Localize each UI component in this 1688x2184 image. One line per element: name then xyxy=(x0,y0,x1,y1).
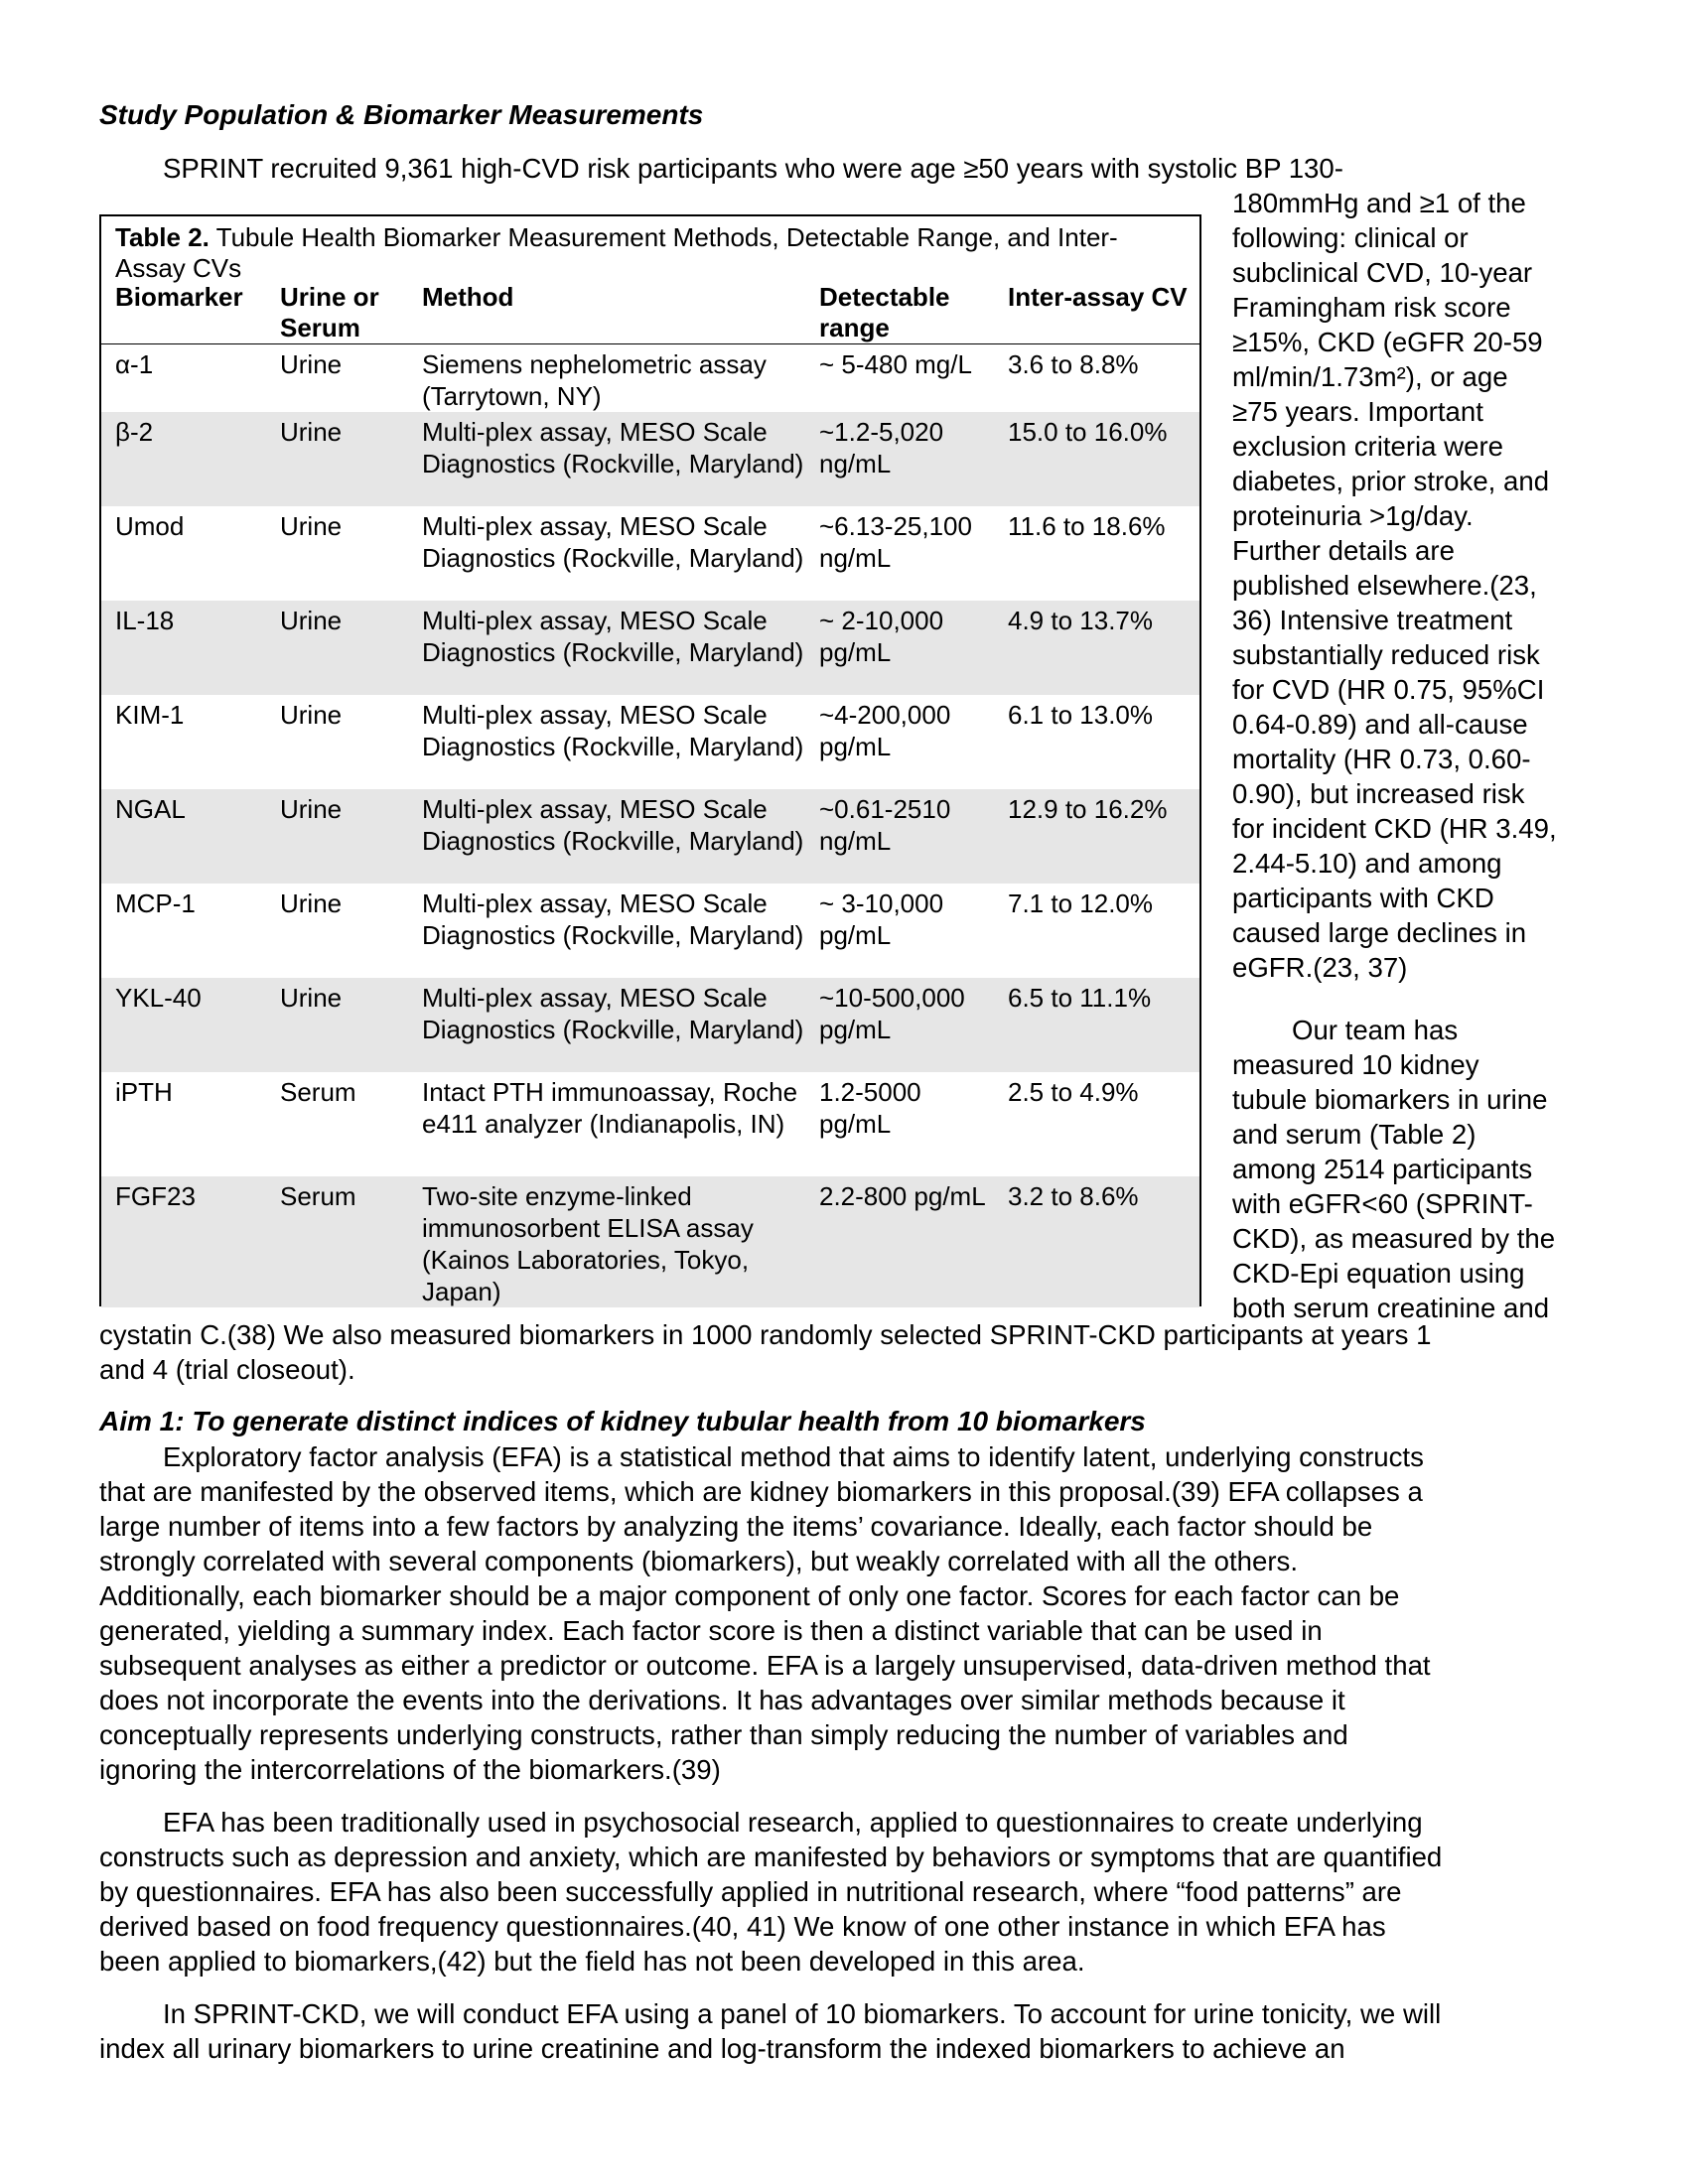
biomarker-table xyxy=(101,282,1199,1307)
text-line: by questionnaires. EFA has also been successfully applied in nutritional research, where “food patterns” are xyxy=(99,1876,1402,1907)
text-line: EFA has been traditionally used in psychosocial research, applied to questionnaires to create underlying xyxy=(163,1807,1423,1838)
text-line: diabetes, prior stroke, and xyxy=(1232,466,1550,496)
cell-cv: 3.2 to 8.6% xyxy=(994,1176,1199,1307)
text-line: eGFR.(23, 37) xyxy=(1232,952,1408,983)
aim1-paragraph-3 xyxy=(99,1996,1589,2066)
cell-method: Multi-plex assay, MESO Scale Diagnostics (Rockville, Maryland) xyxy=(422,700,804,761)
cell-method: Multi-plex assay, MESO Scale Diagnostics (Rockville, Maryland) xyxy=(422,511,804,573)
text-line: does not incorporate the events into the derivations. It has advantages over similar methods because it xyxy=(99,1685,1345,1715)
cell-cv: 15.0 to 16.0% xyxy=(994,412,1199,506)
header-inter-assay-cv: Inter-assay CV xyxy=(994,282,1199,344)
cell-sample-type: Serum xyxy=(266,1176,408,1307)
table-row xyxy=(101,506,1199,601)
text-line: among 2514 participants xyxy=(1232,1154,1533,1184)
text-line: index all urinary biomarkers to urine creatinine and log-transform the indexed biomarkers to achieve an xyxy=(99,2033,1345,2064)
intro-line: SPRINT recruited 9,361 high-CVD risk participants who were age ≥50 years with systolic BP 130- xyxy=(163,153,1343,184)
cell-range: ~ 3-10,000 pg/mL xyxy=(819,888,944,950)
cell-sample-type: Serum xyxy=(280,1077,356,1107)
cell-cv: 12.9 to 16.2% xyxy=(994,789,1199,884)
cell-range: ~6.13-25,100 ng/mL xyxy=(819,511,972,573)
cell-cv: 3.6 to 8.8% xyxy=(1008,349,1139,379)
cell-cv: 11.6 to 18.6% xyxy=(1008,511,1166,541)
cell-biomarker: Umod xyxy=(115,511,185,541)
text-line: 36) Intensive treatment xyxy=(1232,605,1513,635)
text-line: Framingham risk score xyxy=(1232,292,1511,323)
after-table-paragraph xyxy=(99,1317,1589,1387)
cell-method: Two-site enzyme-linked immunosorbent ELISA assay (Kainos Laboratories, Tokyo, Japan) xyxy=(408,1176,805,1307)
text-line: conceptually represents underlying constructs, rather than simply reducing the number of variables and xyxy=(99,1719,1348,1750)
table-header-row xyxy=(101,282,1199,344)
cell-range: ~4-200,000 pg/mL xyxy=(819,700,951,761)
text-line: exclusion criteria were xyxy=(1232,431,1503,462)
cell-method: Siemens nephelometric assay (Tarrytown, NY) xyxy=(422,349,767,411)
text-line: measured 10 kidney xyxy=(1232,1049,1479,1080)
header-method: Method xyxy=(408,282,805,344)
text-line: with eGFR<60 (SPRINT- xyxy=(1232,1188,1533,1219)
cell-biomarker: NGAL xyxy=(101,789,266,884)
text-line: large number of items into a few factors by analyzing the items’ covariance. Ideally, each factor should be xyxy=(99,1511,1373,1542)
cell-biomarker: FGF23 xyxy=(101,1176,266,1307)
cell-biomarker: MCP-1 xyxy=(115,888,196,918)
cell-sample-type: Urine xyxy=(280,888,343,918)
text-line: caused large declines in xyxy=(1232,917,1527,948)
cell-biomarker: α-1 xyxy=(115,349,154,379)
text-line: 0.64-0.89) and all-cause xyxy=(1232,709,1528,740)
text-line: following: clinical or xyxy=(1232,222,1469,253)
text-line: ml/min/1.73m²), or age xyxy=(1232,361,1508,392)
text-line: Exploratory factor analysis (EFA) is a statistical method that aims to identify latent, underlying constructs xyxy=(163,1441,1424,1472)
text-line: 0.90), but increased risk xyxy=(1232,778,1525,809)
cell-sample-type: Urine xyxy=(266,412,408,506)
cell-biomarker: IL-18 xyxy=(101,601,266,695)
text-line: ignoring the intercorrelations of the biomarkers.(39) xyxy=(99,1754,721,1785)
text-line: published elsewhere.(23, xyxy=(1232,570,1537,601)
cell-cv: 7.1 to 12.0% xyxy=(1008,888,1153,918)
text-line: 2.44-5.10) and among xyxy=(1232,848,1502,879)
cell-range: 2.2-800 pg/mL xyxy=(805,1176,994,1307)
text-line: derived based on food frequency questionnaires.(40, 41) We know of one other instance in which EFA has xyxy=(99,1911,1386,1942)
text-line: subclinical CVD, 10-year xyxy=(1232,257,1533,288)
text-line: cystatin C.(38) We also measured biomarkers in 1000 randomly selected SPRINT-CKD participants at years 1 xyxy=(99,1319,1432,1350)
cell-sample-type: Urine xyxy=(266,789,408,884)
cell-cv: 2.5 to 4.9% xyxy=(1008,1077,1139,1107)
table-row xyxy=(101,884,1199,978)
text-line: Our team has xyxy=(1292,1015,1459,1045)
text-line: ≥15%, CKD (eGFR 20-59 xyxy=(1232,327,1543,357)
cell-sample-type: Urine xyxy=(280,349,343,379)
text-line: and 4 (trial closeout). xyxy=(99,1354,355,1385)
table-caption xyxy=(115,222,1188,284)
table-row xyxy=(101,978,1199,1072)
text-line: subsequent analyses as either a predictor or outcome. EFA is a largely unsupervised, data-driven method that xyxy=(99,1650,1431,1681)
cell-cv: 4.9 to 13.7% xyxy=(994,601,1199,695)
aim1-heading: Aim 1: To generate distinct indices of kidney tubular health from 10 biomarkers xyxy=(99,1406,1146,1436)
table-2 xyxy=(99,214,1201,1306)
cell-biomarker: KIM-1 xyxy=(115,700,185,730)
table-row xyxy=(101,1072,1199,1176)
cell-range: ~ 5-480 mg/L xyxy=(819,349,972,379)
cell-biomarker: YKL-40 xyxy=(101,978,266,1072)
cell-cv: 6.1 to 13.0% xyxy=(1008,700,1153,730)
text-line: constructs such as depression and anxiety, which are manifested by behaviors or symptoms that are quantified xyxy=(99,1842,1443,1872)
side-paragraph-2 xyxy=(1232,1013,1600,1325)
cell-sample-type: Urine xyxy=(266,601,408,695)
cell-range: ~1.2-5,020 ng/mL xyxy=(805,412,994,506)
text-line: CKD-Epi equation using xyxy=(1232,1258,1525,1289)
text-line: been applied to biomarkers,(42) but the field has not been developed in this area. xyxy=(99,1946,1085,1977)
text-line: strongly correlated with several components (biomarkers), but weakly correlated with all the others. xyxy=(99,1546,1298,1576)
intro-paragraph xyxy=(99,151,1589,186)
cell-method: Multi-plex assay, MESO Scale Diagnostics (Rockville, Maryland) xyxy=(422,888,804,950)
table-row xyxy=(101,601,1199,695)
table-row xyxy=(101,412,1199,506)
text-line: CKD), as measured by the xyxy=(1232,1223,1556,1254)
text-line: Further details are xyxy=(1232,535,1455,566)
cell-sample-type: Urine xyxy=(280,700,343,730)
table-row xyxy=(101,1176,1199,1307)
text-line: substantially reduced risk xyxy=(1232,639,1540,670)
cell-cv: 6.5 to 11.1% xyxy=(994,978,1199,1072)
aim1-paragraph-2 xyxy=(99,1805,1589,1979)
table-caption-text: Tubule Health Biomarker Measurement Methods, Detectable Range, and Inter-Assay CVs xyxy=(115,222,1118,283)
cell-range: ~0.61-2510 ng/mL xyxy=(805,789,994,884)
text-line: In SPRINT-CKD, we will conduct EFA using a panel of 10 biomarkers. To account for urine tonicity, we will xyxy=(163,1998,1442,2029)
side-paragraph-1 xyxy=(1232,186,1600,985)
cell-biomarker: iPTH xyxy=(115,1077,173,1107)
table-row xyxy=(101,695,1199,789)
text-line: tubule biomarkers in urine xyxy=(1232,1084,1548,1115)
text-line: ≥75 years. Important xyxy=(1232,396,1483,427)
cell-sample-type: Urine xyxy=(280,511,343,541)
cell-method: Multi-plex assay, MESO Scale Diagnostics (Rockville, Maryland) xyxy=(408,789,805,884)
cell-range: ~10-500,000 pg/mL xyxy=(805,978,994,1072)
table-row xyxy=(101,789,1199,884)
table-caption-label: Table 2. xyxy=(115,222,210,252)
cell-biomarker: β-2 xyxy=(101,412,266,506)
text-line: generated, yielding a summary index. Each factor score is then a distinct variable that can be used in xyxy=(99,1615,1323,1646)
text-line: both serum creatinine and xyxy=(1232,1293,1550,1323)
cell-range: ~ 2-10,000 pg/mL xyxy=(805,601,994,695)
text-line: mortality (HR 0.73, 0.60- xyxy=(1232,744,1531,774)
cell-sample-type: Urine xyxy=(266,978,408,1072)
text-line: Additionally, each biomarker should be a major component of only one factor. Scores for each factor can be xyxy=(99,1580,1400,1611)
table-row xyxy=(101,344,1199,413)
text-line: and serum (Table 2) xyxy=(1232,1119,1477,1150)
text-line: 180mmHg and ≥1 of the xyxy=(1232,188,1526,218)
cell-method: Multi-plex assay, MESO Scale Diagnostics (Rockville, Maryland) xyxy=(408,412,805,506)
header-detectable-range: Detectable range xyxy=(805,282,994,344)
text-line: proteinuria >1g/day. xyxy=(1232,500,1474,531)
text-line: for incident CKD (HR 3.49, xyxy=(1232,813,1557,844)
header-urine-or-serum: Urine or Serum xyxy=(266,282,408,344)
text-line: that are manifested by the observed items, which are kidney biomarkers in this proposal.(39) EFA collapses a xyxy=(99,1476,1423,1507)
text-line: for CVD (HR 0.75, 95%CI xyxy=(1232,674,1545,705)
header-biomarker: Biomarker xyxy=(101,282,266,344)
cell-method: Intact PTH immunoassay, Roche e411 analyzer (Indianapolis, IN) xyxy=(422,1077,798,1139)
cell-range: 1.2-5000 pg/mL xyxy=(819,1077,921,1139)
section-heading-study-population: Study Population & Biomarker Measurements xyxy=(99,99,704,130)
cell-method: Multi-plex assay, MESO Scale Diagnostics (Rockville, Maryland) xyxy=(408,601,805,695)
text-line: participants with CKD xyxy=(1232,883,1494,913)
cell-method: Multi-plex assay, MESO Scale Diagnostics (Rockville, Maryland) xyxy=(408,978,805,1072)
aim1-paragraph-1 xyxy=(99,1439,1589,1787)
